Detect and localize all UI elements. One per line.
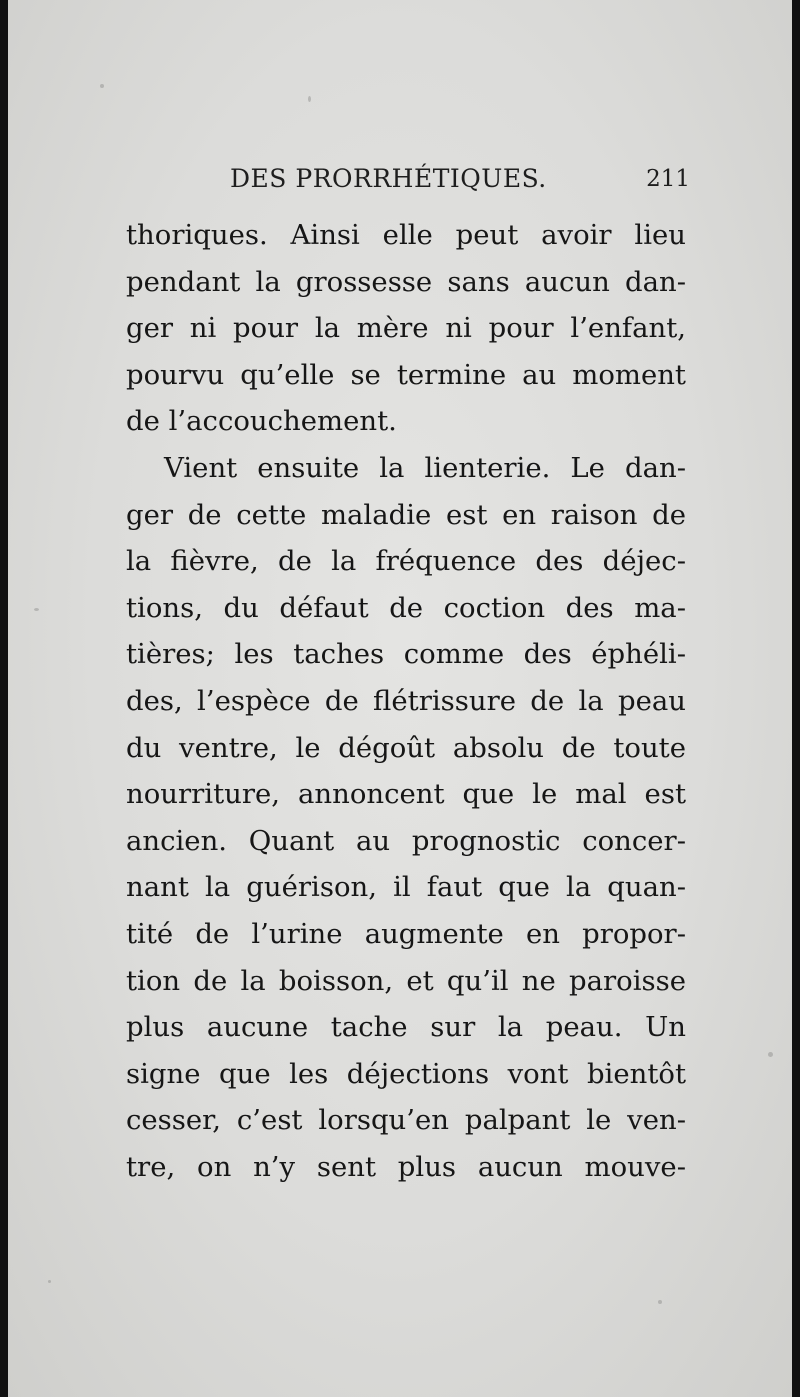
paper-speck: [768, 1052, 773, 1057]
book-page: [8, 0, 792, 1397]
text-line: tre, on n’y sent plus aucun mouve-: [126, 1150, 686, 1183]
paper-speck: [100, 84, 104, 88]
text-line: nourriture, annoncent que le mal est: [126, 778, 686, 811]
text-line: signe que les déjections vont bientôt: [126, 1057, 686, 1090]
text-line: nant la guérison, il faut que la quan-: [126, 871, 686, 904]
text-line: tières; les taches comme des éphéli-: [126, 638, 686, 671]
text-line: pendant la grossesse sans aucun dan-: [126, 265, 686, 298]
paper-speck: [34, 608, 39, 611]
text-line: ger de cette maladie est en raison de: [126, 498, 686, 531]
paper-speck: [658, 1300, 662, 1304]
text-line: tion de la boisson, et qu’il ne paroisse: [126, 964, 686, 997]
text-line: la fièvre, de la fréquence des déjec-: [126, 545, 686, 578]
text-line: tions, du défaut de coction des ma-: [126, 591, 686, 624]
text-line: pourvu qu’elle se termine au moment: [126, 358, 686, 391]
text-line: tité de l’urine augmente en propor-: [126, 917, 686, 950]
page-number: 211: [646, 166, 690, 192]
page-header: [230, 164, 690, 200]
text-line: ancien. Quant au prognostic concer-: [126, 824, 686, 857]
running-title: DES PRORRHÉTIQUES.: [230, 164, 547, 193]
body-text: [126, 212, 686, 1190]
text-line: de l’accouchement.: [126, 405, 397, 438]
text-line: cesser, c’est lorsqu’en palpant le ven-: [126, 1104, 686, 1137]
text-line: thoriques. Ainsi elle peut avoir lieu: [126, 219, 686, 251]
text-line: des, l’espèce de flétrissure de la peau: [126, 684, 686, 717]
paragraph-first-line: Vient ensuite la lienterie. Le dan-: [164, 451, 686, 484]
text-line: du ventre, le dégoût absolu de toute: [126, 731, 686, 764]
text-line: plus aucune tache sur la peau. Un: [126, 1011, 686, 1044]
paper-speck: [308, 96, 311, 102]
paper-speck: [48, 1280, 51, 1283]
text-line: ger ni pour la mère ni pour l’enfant,: [126, 312, 686, 345]
